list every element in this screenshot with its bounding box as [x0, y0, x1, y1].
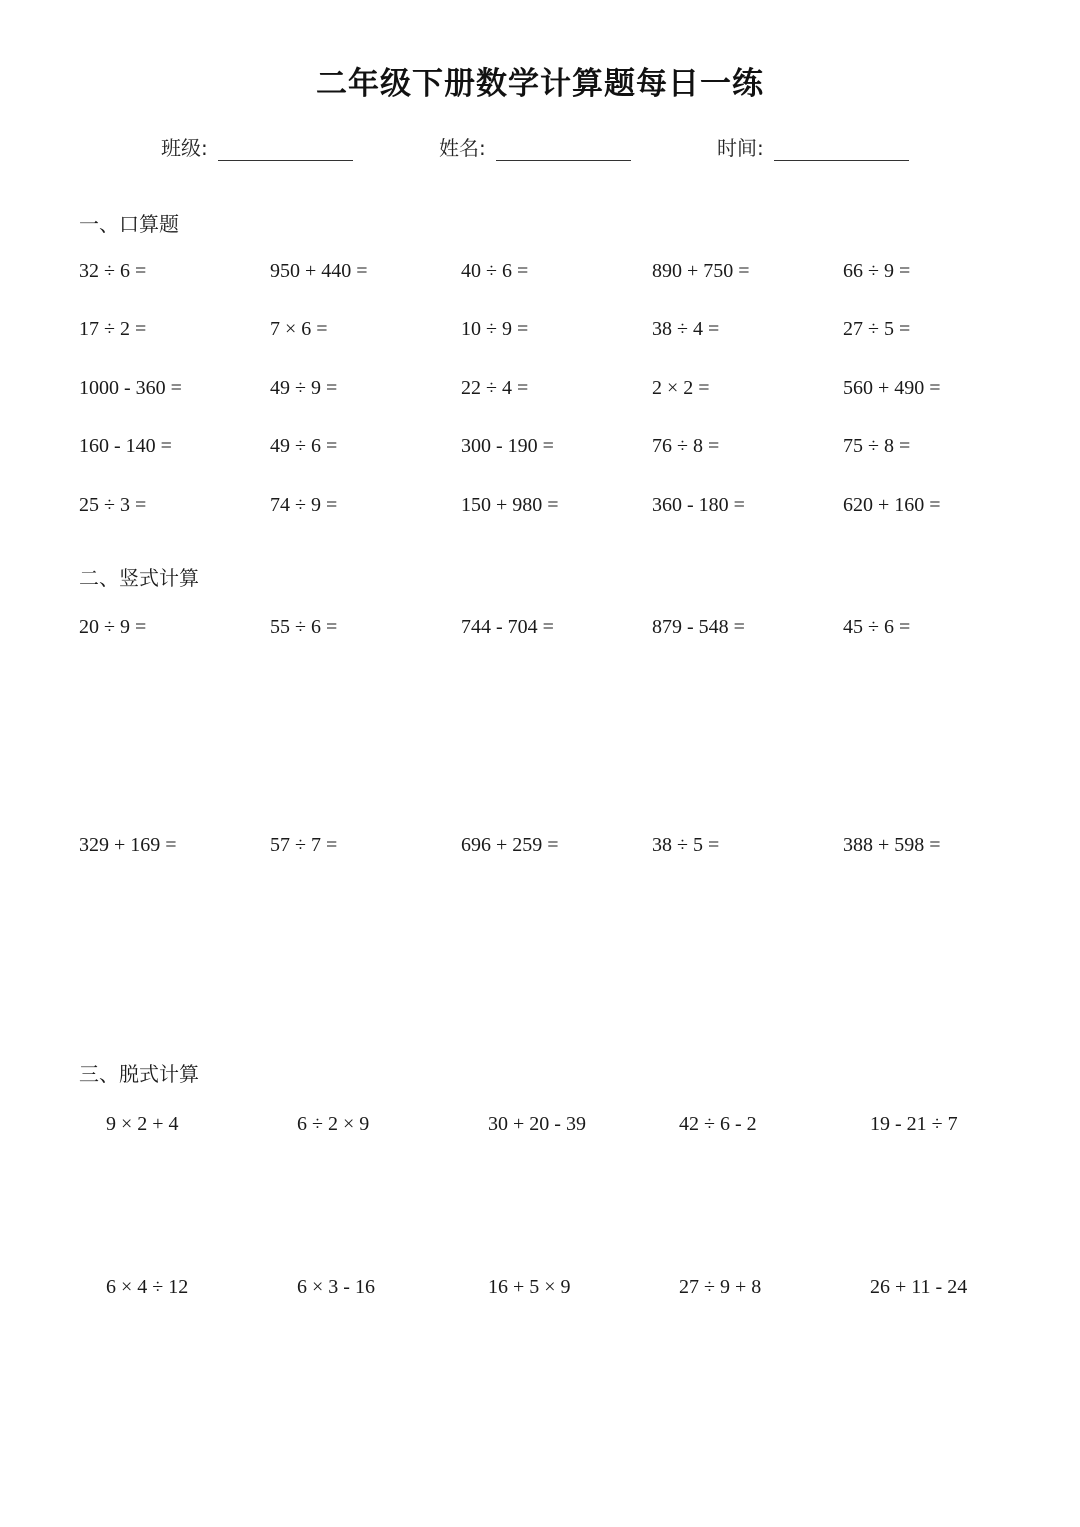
section-oral-heading: 一、口算题: [79, 212, 179, 236]
time-blank[interactable]: [774, 132, 909, 161]
problem: 950 + 440 =: [270, 260, 368, 282]
stepwise-row: [0, 1276, 1080, 1306]
problem: 744 - 704 =: [461, 616, 554, 638]
problem: 388 + 598 =: [843, 834, 941, 856]
oral-row: [0, 435, 1080, 465]
problem: 329 + 169 =: [79, 834, 177, 856]
vertical-row: [0, 616, 1080, 646]
problem: 55 ÷ 6 =: [270, 616, 338, 638]
oral-row: [0, 260, 1080, 290]
problem: 26 + 11 - 24: [870, 1276, 968, 1298]
problem: 1000 - 360 =: [79, 377, 182, 399]
problem: 38 ÷ 4 =: [652, 318, 720, 340]
vertical-row: [0, 834, 1080, 864]
problem: 49 ÷ 9 =: [270, 377, 338, 399]
problem: 17 ÷ 2 =: [79, 318, 147, 340]
problem: 49 ÷ 6 =: [270, 435, 338, 457]
problem: 32 ÷ 6 =: [79, 260, 147, 282]
problem: 7 × 6 =: [270, 318, 328, 340]
problem: 57 ÷ 7 =: [270, 834, 338, 856]
problem: 150 + 980 =: [461, 494, 559, 516]
class-blank[interactable]: [218, 132, 353, 161]
oral-row: [0, 377, 1080, 407]
name-blank[interactable]: [496, 132, 631, 161]
problem: 696 + 259 =: [461, 834, 559, 856]
problem: 6 × 4 ÷ 12: [106, 1276, 189, 1298]
problem: 560 + 490 =: [843, 377, 941, 399]
class-field: [161, 132, 353, 161]
worksheet-title: 二年级下册数学计算题每日一练: [316, 66, 764, 102]
problem: 25 ÷ 3 =: [79, 494, 147, 516]
time-field: [717, 132, 909, 161]
class-label: 班级:: [161, 136, 208, 160]
problem: 20 ÷ 9 =: [79, 616, 147, 638]
problem: 620 + 160 =: [843, 494, 941, 516]
oral-row: [0, 494, 1080, 524]
name-label: 姓名:: [439, 136, 486, 160]
problem: 27 ÷ 5 =: [843, 318, 911, 340]
problem: 38 ÷ 5 =: [652, 834, 720, 856]
problem: 30 + 20 - 39: [488, 1113, 586, 1135]
problem: 76 ÷ 8 =: [652, 435, 720, 457]
problem: 6 × 3 - 16: [297, 1276, 375, 1298]
problem: 66 ÷ 9 =: [843, 260, 911, 282]
problem: 45 ÷ 6 =: [843, 616, 911, 638]
problem: 74 ÷ 9 =: [270, 494, 338, 516]
stepwise-row: [0, 1113, 1080, 1143]
problem: 6 ÷ 2 × 9: [297, 1113, 370, 1135]
section-vertical-heading: 二、竖式计算: [79, 566, 199, 590]
problem: 75 ÷ 8 =: [843, 435, 911, 457]
problem: 879 - 548 =: [652, 616, 745, 638]
problem: 10 ÷ 9 =: [461, 318, 529, 340]
oral-row: [0, 318, 1080, 348]
name-field: [439, 132, 631, 161]
problem: 22 ÷ 4 =: [461, 377, 529, 399]
problem: 19 - 21 ÷ 7: [870, 1113, 958, 1135]
problem: 890 + 750 =: [652, 260, 750, 282]
problem: 16 + 5 × 9: [488, 1276, 571, 1298]
section-stepwise-heading: 三、脱式计算: [79, 1062, 199, 1086]
problem: 2 × 2 =: [652, 377, 710, 399]
time-label: 时间:: [717, 136, 764, 160]
problem: 42 ÷ 6 - 2: [679, 1113, 757, 1135]
problem: 300 - 190 =: [461, 435, 554, 457]
student-info-row: [0, 132, 1080, 172]
problem: 160 - 140 =: [79, 435, 172, 457]
problem: 27 ÷ 9 + 8: [679, 1276, 762, 1298]
problem: 40 ÷ 6 =: [461, 260, 529, 282]
problem: 9 × 2 + 4: [106, 1113, 179, 1135]
problem: 360 - 180 =: [652, 494, 745, 516]
